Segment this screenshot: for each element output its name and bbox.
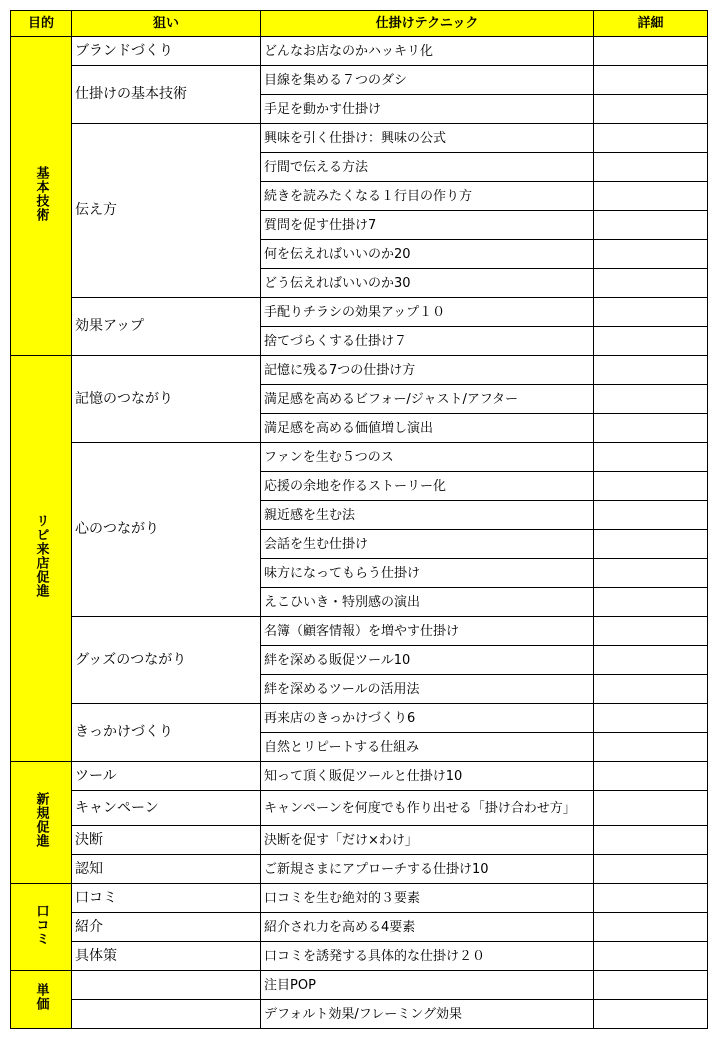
detail-cell[interactable] (594, 37, 708, 66)
detail-cell[interactable] (594, 762, 708, 791)
detail-cell[interactable] (594, 530, 708, 559)
purpose-cell: リピ来店促進 (11, 356, 72, 762)
technique-cell: 続きを読みたくなる１行目の作り方 (261, 182, 594, 211)
detail-cell[interactable] (594, 414, 708, 443)
purpose-cell: 口コミ (11, 884, 72, 971)
detail-cell[interactable] (594, 66, 708, 95)
technique-cell: 自然とリピートする仕組み (261, 733, 594, 762)
detail-cell[interactable] (594, 942, 708, 971)
detail-cell[interactable] (594, 385, 708, 414)
aim-cell (72, 971, 261, 1000)
technique-cell: 決断を促す「だけ×わけ」 (261, 826, 594, 855)
header-detail: 詳細 (594, 11, 708, 37)
detail-cell[interactable] (594, 95, 708, 124)
aim-cell: 効果アップ (72, 298, 261, 356)
detail-cell[interactable] (594, 826, 708, 855)
aim-cell: キャンペーン (72, 791, 261, 826)
detail-cell[interactable] (594, 617, 708, 646)
detail-cell[interactable] (594, 704, 708, 733)
detail-cell[interactable] (594, 733, 708, 762)
technique-cell: 知って頂く販促ツールと仕掛け10 (261, 762, 594, 791)
technique-cell: 記憶に残る7つの仕掛け方 (261, 356, 594, 385)
technique-cell: どう伝えればいいのか30 (261, 269, 594, 298)
technique-cell: 味方になってもらう仕掛け (261, 559, 594, 588)
detail-cell[interactable] (594, 240, 708, 269)
detail-cell[interactable] (594, 327, 708, 356)
technique-cell: 質問を促す仕掛け7 (261, 211, 594, 240)
aim-cell (72, 1000, 261, 1029)
technique-cell: えこひいき・特別感の演出 (261, 588, 594, 617)
detail-cell[interactable] (594, 211, 708, 240)
aim-cell: 伝え方 (72, 124, 261, 298)
detail-cell[interactable] (594, 443, 708, 472)
detail-cell[interactable] (594, 182, 708, 211)
detail-cell[interactable] (594, 884, 708, 913)
detail-cell[interactable] (594, 559, 708, 588)
detail-cell[interactable] (594, 124, 708, 153)
detail-cell[interactable] (594, 588, 708, 617)
technique-cell: 目線を集める７つのダシ (261, 66, 594, 95)
header-technique: 仕掛けテクニック (261, 11, 594, 37)
technique-cell: 満足感を高める価値増し演出 (261, 414, 594, 443)
detail-cell[interactable] (594, 971, 708, 1000)
detail-cell[interactable] (594, 356, 708, 385)
technique-cell: 親近感を生む法 (261, 501, 594, 530)
technique-cell: 絆を深める販促ツール10 (261, 646, 594, 675)
technique-cell: デフォルト効果/フレーミング効果 (261, 1000, 594, 1029)
technique-cell: 口コミを誘発する具体的な仕掛け２０ (261, 942, 594, 971)
detail-cell[interactable] (594, 675, 708, 704)
header-aim: 狙い (72, 11, 261, 37)
purpose-cell: 新規促進 (11, 762, 72, 884)
technique-cell: 口コミを生む絶対的３要素 (261, 884, 594, 913)
aim-cell: 記憶のつながり (72, 356, 261, 443)
aim-cell: グッズのつながり (72, 617, 261, 704)
aim-cell: 紹介 (72, 913, 261, 942)
aim-cell: 具体策 (72, 942, 261, 971)
detail-cell[interactable] (594, 791, 708, 826)
aim-cell: ツール (72, 762, 261, 791)
detail-cell[interactable] (594, 472, 708, 501)
technique-cell: キャンペーンを何度でも作り出せる「掛け合わせ方」 (261, 791, 594, 826)
aim-cell: 仕掛けの基本技術 (72, 66, 261, 124)
detail-cell[interactable] (594, 913, 708, 942)
aim-cell: 認知 (72, 855, 261, 884)
technique-cell: 手配りチラシの効果アップ１０ (261, 298, 594, 327)
detail-cell[interactable] (594, 153, 708, 182)
technique-cell: 会話を生む仕掛け (261, 530, 594, 559)
header-purpose: 目的 (11, 11, 72, 37)
detail-cell[interactable] (594, 501, 708, 530)
technique-cell: 名簿（顧客情報）を増やす仕掛け (261, 617, 594, 646)
technique-cell: 再来店のきっかけづくり6 (261, 704, 594, 733)
technique-cell: 何を伝えればいいのか20 (261, 240, 594, 269)
technique-cell: 満足感を高めるビフォー/ジャスト/アフター (261, 385, 594, 414)
technique-table (10, 10, 708, 1029)
purpose-cell: 単価 (11, 971, 72, 1029)
aim-cell: きっかけづくり (72, 704, 261, 762)
purpose-cell: 基本技術 (11, 37, 72, 356)
aim-cell: 心のつながり (72, 443, 261, 617)
technique-cell: 手足を動かす仕掛け (261, 95, 594, 124)
detail-cell[interactable] (594, 1000, 708, 1029)
detail-cell[interactable] (594, 646, 708, 675)
technique-cell: 興味を引く仕掛け：興味の公式 (261, 124, 594, 153)
technique-cell: 紹介され力を高める4要素 (261, 913, 594, 942)
technique-cell: どんなお店なのかハッキリ化 (261, 37, 594, 66)
technique-cell: 行間で伝える方法 (261, 153, 594, 182)
technique-cell: 注目POP (261, 971, 594, 1000)
technique-cell: 絆を深めるツールの活用法 (261, 675, 594, 704)
aim-cell: ブランドづくり (72, 37, 261, 66)
aim-cell: 口コミ (72, 884, 261, 913)
technique-cell: 応援の余地を作るストーリー化 (261, 472, 594, 501)
technique-cell: 捨てづらくする仕掛け７ (261, 327, 594, 356)
aim-cell: 決断 (72, 826, 261, 855)
detail-cell[interactable] (594, 855, 708, 884)
detail-cell[interactable] (594, 269, 708, 298)
technique-cell: ファンを生む５つのス (261, 443, 594, 472)
detail-cell[interactable] (594, 298, 708, 327)
technique-cell: ご新規さまにアプローチする仕掛け10 (261, 855, 594, 884)
